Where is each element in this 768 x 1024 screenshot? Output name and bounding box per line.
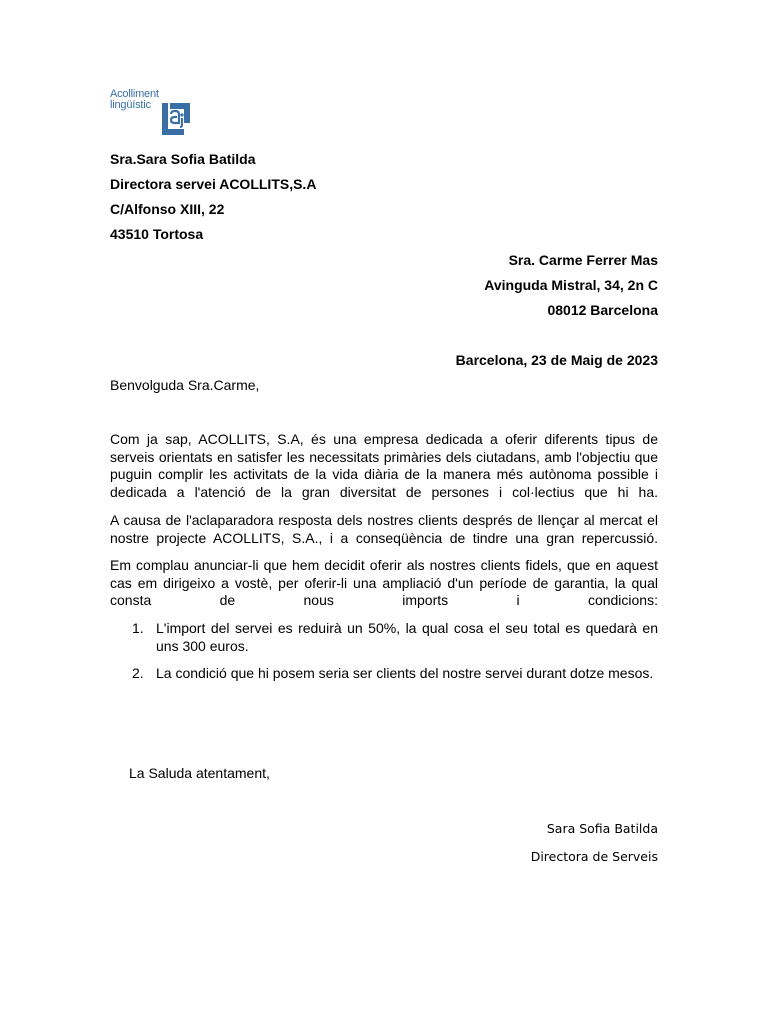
list-number: 1.	[132, 620, 144, 636]
sender-city: 43510 Tortosa	[110, 226, 204, 242]
paragraph-2: A causa de l'aclaparadora resposta dels nostres clients després de llençar al mercat el nostre projecte ACOLLITS, S.A., i a conseqüència de tindre una gran repercussió.	[110, 512, 658, 546]
sender-street: C/Alfonso XIII, 22	[110, 201, 225, 217]
list-number: 2.	[132, 665, 144, 681]
logo-mark-icon	[162, 99, 190, 135]
recipient-street: Avinguda Mistral, 34, 2n C	[484, 277, 658, 293]
signature-name: Sara Sofia Batilda	[546, 821, 658, 836]
logo-wordmark	[110, 89, 159, 111]
logo-line-1: Acolliment	[110, 88, 159, 100]
sender-role: Directora servei ACOLLITS,S.A	[110, 176, 317, 192]
signature-title: Directora de Serveis	[530, 849, 658, 864]
paragraph-1: Com ja sap, ACOLLITS, S.A, és una empresa dedicada a oferir diferents tipus de serveis orientats en satisfer les necessitats primàries dels ciutadans, amb l'objectiu que puguin complir les activitats de la vida diària de la manera més autònoma possible i dedicada a l'atenció de la gran diversitat de persones i col·lectius que hi ha.	[110, 431, 658, 500]
greeting: Benvolguda Sra.Carme,	[110, 377, 260, 393]
sender-name: Sra.Sara Sofia Batilda	[110, 151, 256, 167]
company-logo	[110, 89, 192, 137]
closing: La Saluda atentament,	[129, 765, 270, 781]
list-text: La condició que hi posem seria ser clients del nostre servei durant dotze mesos.	[156, 665, 654, 681]
recipient-name: Sra. Carme Ferrer Mas	[508, 252, 658, 268]
logo-line-2: lingüístic	[110, 99, 151, 111]
paragraph-3: Em complau anunciar-li que hem decidit oferir als nostres clients fidels, que en aquest cas em dirigeixo a vostè, per oferir-li una ampliació d'un període de garantia, la qual consta de nous imports i condicions:	[110, 557, 658, 608]
recipient-city: 08012 Barcelona	[547, 302, 658, 318]
list-text: L'import del servei es reduirà un 50%, la qual cosa el seu total es quedarà en uns 300 euros.	[156, 620, 658, 654]
letter-date: Barcelona, 23 de Maig de 2023	[455, 352, 658, 368]
